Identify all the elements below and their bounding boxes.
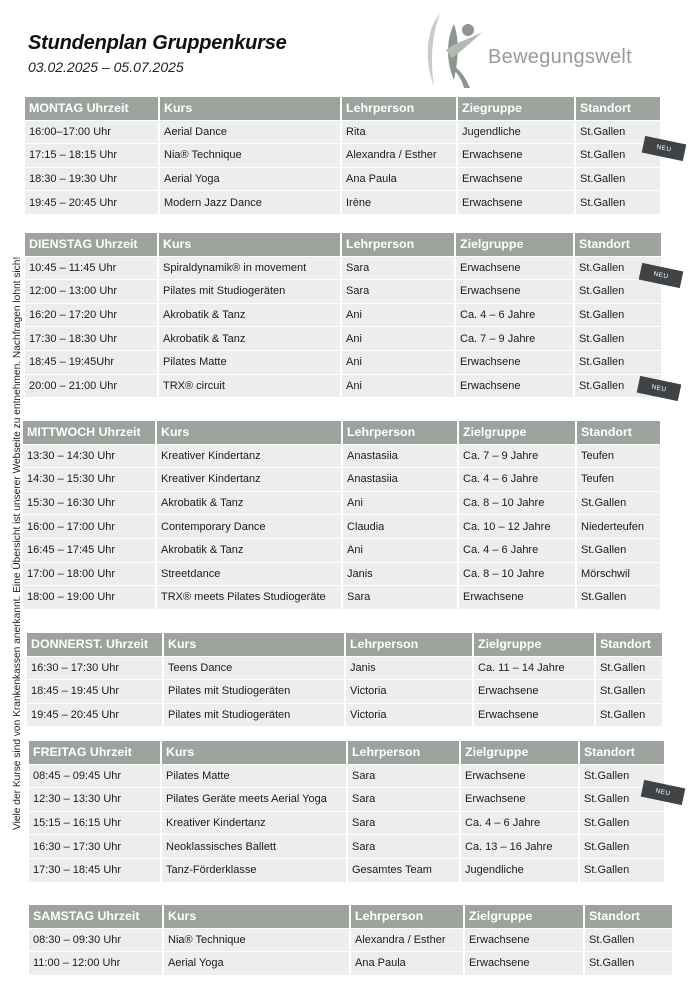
table-row [25,144,660,168]
table-cell: Erwachsene [456,375,573,398]
table-row [27,657,662,681]
table-cell: St.Gallen [575,351,661,374]
health-insurance-note: Viele der Kurse sind von Krankenkassen anerkannt. Eine Übersicht ist unserer Webseite zu entnehmen. Nachfragen lohnt sich! [12,256,23,830]
table-row [23,539,660,563]
table-cell: 14:30 – 15:30 Uhr [23,468,155,491]
table-row [29,835,664,859]
table-cell: 12:30 – 13:30 Uhr [29,788,160,811]
column-header: DIENSTAG Uhrzeit [25,233,157,256]
table-row [25,168,660,192]
table-cell: 10:45 – 11:45 Uhr [25,257,157,280]
table-cell: Ca. 10 – 12 Jahre [459,515,575,538]
schedule-table-wednesday [23,421,660,610]
table-cell: 17:30 – 18:30 Uhr [25,327,157,350]
table-cell: Pilates Geräte meets Aerial Yoga [162,788,346,811]
table-cell: Ca. 8 – 10 Jahre [459,492,575,515]
table-cell: Rita [342,121,456,144]
column-header: MITTWOCH Uhrzeit [23,421,155,444]
table-cell: Akrobatik & Tanz [159,304,340,327]
column-header: SAMSTAG Uhrzeit [29,905,162,928]
table-cell: 19:45 – 20:45 Uhr [25,191,158,214]
table-row [25,121,660,145]
table-header-row [29,905,672,929]
column-header: Kurs [164,905,349,928]
table-row [29,765,664,789]
table-cell: Victoria [346,704,472,727]
schedule-table-tuesday [25,233,661,398]
table-cell: St.Gallen [575,257,661,280]
table-cell: Alexandra / Esther [351,929,463,952]
table-header-row [27,633,662,657]
table-cell: Erwachsene [456,257,573,280]
column-header: Standort [577,421,660,444]
table-cell: Ani [342,327,454,350]
schedule-table-monday [25,97,660,215]
table-cell: Spiraldynamik® in movement [159,257,340,280]
column-header: Zielgruppe [461,741,578,764]
table-cell: 17:00 – 18:00 Uhr [23,563,155,586]
table-cell: Erwachsene [461,765,578,788]
table-cell: Pilates mit Studiogeräten [164,680,344,703]
table-cell: Pilates Matte [162,765,346,788]
column-header: Kurs [160,97,340,120]
table-cell: Sara [343,586,457,609]
table-row [23,445,660,469]
table-cell: Erwachsene [465,952,583,975]
table-cell: Modern Jazz Dance [160,191,340,214]
table-cell: St.Gallen [596,680,662,703]
column-header: Zielgruppe [459,421,575,444]
page-title: Stundenplan Gruppenkurse [28,32,287,54]
column-header: FREITAG Uhrzeit [29,741,160,764]
table-cell: Akrobatik & Tanz [159,327,340,350]
table-cell: Erwachsene [456,351,573,374]
table-cell: Sara [348,788,459,811]
table-cell: St.Gallen [577,492,660,515]
table-cell: 18:45 – 19:45 Uhr [27,680,162,703]
table-cell: Pilates mit Studiogeräten [164,704,344,727]
table-cell: St.Gallen [580,812,664,835]
column-header: Lehrperson [348,741,459,764]
table-cell: Erwachsene [456,280,573,303]
table-cell: Ana Paula [342,168,456,191]
table-cell: Ca. 7 – 9 Jahre [456,327,573,350]
table-cell: Ani [342,375,454,398]
table-header-row [25,97,660,121]
table-cell: Sara [342,280,454,303]
table-cell: Ana Paula [351,952,463,975]
table-cell: Ca. 4 – 6 Jahre [456,304,573,327]
table-cell: St.Gallen [585,952,672,975]
table-cell: St.Gallen [575,375,661,398]
table-cell: 16:00 – 17:00 Uhr [23,515,155,538]
table-row [23,586,660,610]
column-header: Kurs [157,421,341,444]
table-row [25,280,661,304]
table-cell: Ca. 11 – 14 Jahre [474,657,594,680]
table-cell: St.Gallen [580,788,664,811]
table-row [25,327,661,351]
table-row [29,859,664,883]
table-cell: Jugendliche [458,121,574,144]
table-cell: 17:15 – 18:15 Uhr [25,144,158,167]
table-cell: Kreativer Kindertanz [157,468,341,491]
column-header: Lehrperson [343,421,457,444]
column-header: Zielgruppe [465,905,583,928]
table-cell: Aerial Yoga [160,168,340,191]
table-cell: Irène [342,191,456,214]
table-cell: St.Gallen [585,929,672,952]
table-cell: Victoria [346,680,472,703]
table-cell: 16:30 – 17:30 Uhr [27,657,162,680]
table-row [29,812,664,836]
table-cell: Neoklassisches Ballett [162,835,346,858]
table-cell: Teens Dance [164,657,344,680]
table-cell: 11:00 – 12:00 Uhr [29,952,162,975]
table-row [29,929,672,953]
table-cell: Ca. 4 – 6 Jahre [459,468,575,491]
table-row [23,492,660,516]
column-header: Kurs [164,633,344,656]
table-cell: St.Gallen [580,859,664,882]
table-cell: Mörschwil [577,563,660,586]
column-header: Kurs [162,741,346,764]
table-cell: 18:30 – 19:30 Uhr [25,168,158,191]
new-badge: NEU [641,780,686,805]
table-cell: Aerial Yoga [164,952,349,975]
table-header-row [25,233,661,257]
table-cell: 13:30 – 14:30 Uhr [23,445,155,468]
column-header: Zielgruppe [456,233,573,256]
table-cell: Erwachsene [474,680,594,703]
table-cell: Kreativer Kindertanz [157,445,341,468]
date-range: 03.02.2025 – 05.07.2025 [28,59,184,75]
table-cell: TRX® circuit [159,375,340,398]
table-cell: Contemporary Dance [157,515,341,538]
table-cell: Alexandra / Esther [342,144,456,167]
table-cell: 08:45 – 09:45 Uhr [29,765,160,788]
table-cell: 16:45 – 17:45 Uhr [23,539,155,562]
table-cell: Akrobatik & Tanz [157,492,341,515]
table-cell: Jugendliche [461,859,578,882]
table-cell: Erwachsene [461,788,578,811]
table-row [29,788,664,812]
table-cell: 17:30 – 18:45 Uhr [29,859,160,882]
column-header: DONNERST. Uhrzeit [27,633,162,656]
table-cell: St.Gallen [575,327,661,350]
table-cell: Gesamtes Team [348,859,459,882]
table-cell: Erwachsene [458,144,574,167]
table-cell: St.Gallen [596,657,662,680]
table-cell: Akrobatik & Tanz [157,539,341,562]
table-cell: Ca. 4 – 6 Jahre [459,539,575,562]
table-row [25,257,661,281]
table-cell: Ani [343,539,457,562]
table-cell: Tanz-Förderklasse [162,859,346,882]
table-cell: 16:00–17:00 Uhr [25,121,158,144]
table-cell: Ani [342,351,454,374]
table-cell: Janis [343,563,457,586]
table-row [25,351,661,375]
table-cell: St.Gallen [580,835,664,858]
table-row [27,704,662,728]
table-cell: St.Gallen [576,168,660,191]
table-cell: Erwachsene [458,191,574,214]
table-cell: Nia® Technique [160,144,340,167]
table-cell: Ca. 13 – 16 Jahre [461,835,578,858]
table-cell: Ca. 8 – 10 Jahre [459,563,575,586]
table-cell: Streetdance [157,563,341,586]
column-header: Standort [580,741,664,764]
table-row [23,515,660,539]
column-header: Lehrperson [342,97,456,120]
table-cell: TRX® meets Pilates Studiogeräte [157,586,341,609]
table-cell: Ca. 4 – 6 Jahre [461,812,578,835]
table-cell: St.Gallen [577,539,660,562]
column-header: Lehrperson [346,633,472,656]
table-cell: St.Gallen [576,121,660,144]
column-header: Standort [585,905,672,928]
table-cell: Anastasiia [343,445,457,468]
table-cell: Niederteufen [577,515,660,538]
column-header: Ziegruppe [458,97,574,120]
table-cell: Erwachsene [474,704,594,727]
new-badge: NEU [637,376,682,401]
table-cell: St.Gallen [596,704,662,727]
table-cell: Anastasiia [343,468,457,491]
table-row [23,563,660,587]
table-cell: 16:20 – 17:20 Uhr [25,304,157,327]
new-badge: NEU [639,263,684,288]
table-cell: Sara [348,765,459,788]
brand-name: Bewegungswelt [488,46,632,68]
table-row [25,375,661,399]
table-header-row [29,741,664,765]
column-header: MONTAG Uhrzeit [25,97,158,120]
table-cell: Sara [348,835,459,858]
table-cell: Erwachsene [459,586,575,609]
table-cell: Ani [342,304,454,327]
table-cell: Ani [343,492,457,515]
table-cell: Pilates mit Studiogeräten [159,280,340,303]
table-header-row [23,421,660,445]
table-cell: Sara [342,257,454,280]
table-cell: 08:30 – 09:30 Uhr [29,929,162,952]
schedule-table-thursday [27,633,662,727]
table-cell: 16:30 – 17:30 Uhr [29,835,160,858]
table-cell: St.Gallen [575,304,661,327]
table-cell: St.Gallen [576,191,660,214]
column-header: Lehrperson [342,233,454,256]
table-row [25,191,660,215]
column-header: Lehrperson [351,905,463,928]
table-cell: 15:15 – 16:15 Uhr [29,812,160,835]
table-cell: St.Gallen [577,586,660,609]
table-cell: 18:45 – 19:45Uhr [25,351,157,374]
table-cell: 12:00 – 13:00 Uhr [25,280,157,303]
column-header: Kurs [159,233,340,256]
table-cell: Nia® Technique [164,929,349,952]
table-cell: 18:00 – 19:00 Uhr [23,586,155,609]
table-cell: 19:45 – 20:45 Uhr [27,704,162,727]
column-header: Standort [575,233,661,256]
table-cell: Teufen [577,468,660,491]
column-header: Standort [576,97,660,120]
table-cell: Ca. 7 – 9 Jahre [459,445,575,468]
new-badge: NEU [642,136,687,161]
table-cell: Claudia [343,515,457,538]
table-cell: St.Gallen [575,280,661,303]
table-cell: Janis [346,657,472,680]
table-cell: Aerial Dance [160,121,340,144]
table-row [23,468,660,492]
table-row [29,952,672,976]
table-cell: Pilates Matte [159,351,340,374]
table-cell: St.Gallen [576,144,660,167]
column-header: Standort [596,633,662,656]
table-cell: Erwachsene [465,929,583,952]
table-cell: Teufen [577,445,660,468]
table-row [27,680,662,704]
schedule-table-friday [29,741,664,883]
column-header: Zielgruppe [474,633,594,656]
table-cell: 15:30 – 16:30 Uhr [23,492,155,515]
table-cell: Kreativer Kindertanz [162,812,346,835]
schedule-table-saturday [29,905,672,976]
table-row [25,304,661,328]
table-cell: Erwachsene [458,168,574,191]
table-cell: 20:00 – 21:00 Uhr [25,375,157,398]
table-cell: St.Gallen [580,765,664,788]
table-cell: Sara [348,812,459,835]
